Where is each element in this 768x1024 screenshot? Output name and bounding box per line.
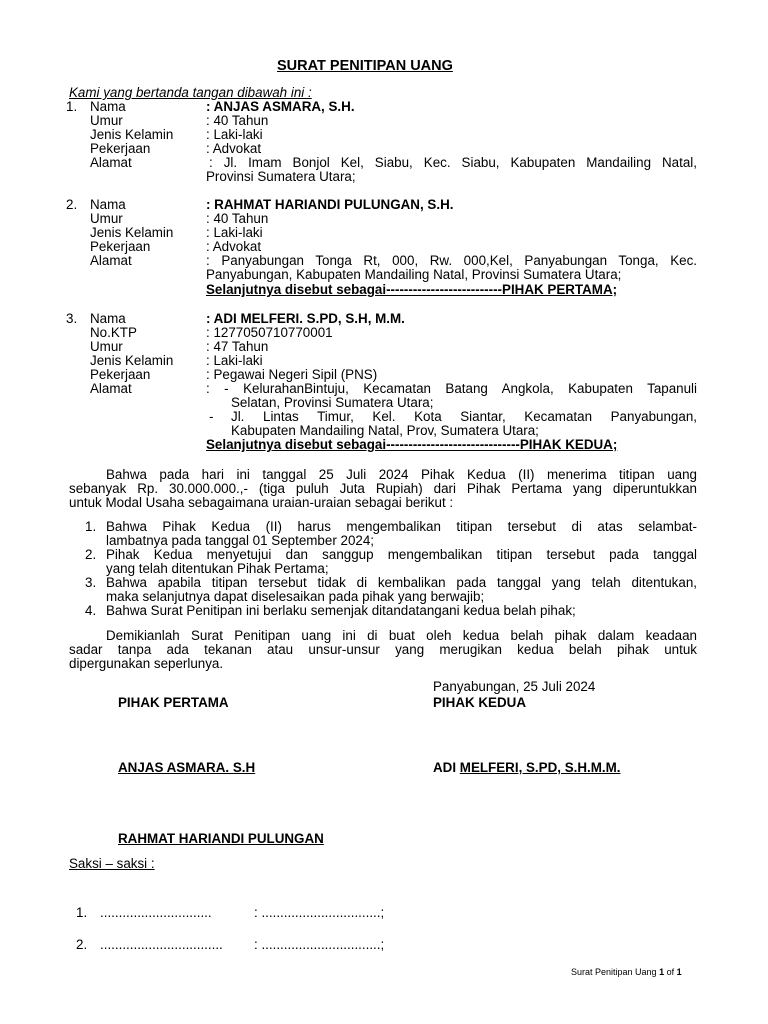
label-pekerjaan: Pekerjaan xyxy=(90,141,151,156)
list-item-2-line-1: Pihak Kedua menyetujui dan sanggup mengembalikan titipan tersebut pada tanggal xyxy=(106,547,697,562)
place-date: Panyabungan, 25 Juli 2024 xyxy=(433,679,596,694)
closing-paragraph-line-3: dipergunakan seperlunya. xyxy=(69,656,224,671)
pihak-pertama-designation: Selanjutnya disebut sebagai--------------------------PIHAK PERTAMA; xyxy=(206,282,618,297)
label-alamat: Alamat xyxy=(90,253,132,268)
footer-page-number: 1 xyxy=(659,967,665,977)
saksi-row-number: 2. xyxy=(76,937,88,952)
party-2-pekerjaan: : Advokat xyxy=(206,239,262,254)
list-item-2-line-2: yang telah ditentukan Pihak Pertama; xyxy=(106,561,329,576)
saksi-heading: Saksi – saksi : xyxy=(69,856,155,871)
opening-paragraph-line-1: Bahwa pada hari ini tanggal 25 Juli 2024 Pihak Kedua (II) menerima titipan uang xyxy=(106,467,697,482)
party-3-umur: : 47 Tahun xyxy=(206,339,269,354)
party-1-number: 1. xyxy=(66,99,78,114)
party-1-alamat-line-1: : Jl. Imam Bonjol Kel, Siabu, Kec. Siabu, Kabupaten Mandailing Natal, xyxy=(209,155,697,170)
party-2-alamat-line-2: Panyabungan, Kabupaten Mandailing Natal, Provinsi Sumatera Utara; xyxy=(206,267,622,282)
party-3-alamat-a-line-2: Selatan, Provinsi Sumatera Utara; xyxy=(231,395,434,410)
list-item-4-line-1: Bahwa Surat Penitipan ini berlaku semenjak ditandatangani kedua belah pihak; xyxy=(106,603,576,618)
party-1-umur: : 40 Tahun xyxy=(206,113,269,128)
party-1-jenis-kelamin: : Laki-laki xyxy=(206,127,263,142)
label-alamat: Alamat xyxy=(90,381,132,396)
closing-paragraph-line-1: Demikianlah Surat Penitipan uang ini di buat oleh kedua belah pihak dalam keadaan xyxy=(106,628,697,643)
party-2-jenis-kelamin: : Laki-laki xyxy=(206,225,263,240)
closing-paragraph-line-2: sadar tanpa ada tekanan atau unsur-unsur yang merugikan kedua belah pihak untuk xyxy=(69,642,697,657)
list-item-number: 3. xyxy=(85,575,97,590)
label-jenis-kelamin: Jenis Kelamin xyxy=(90,353,174,368)
list-item-3-line-1: Bahwa apabila titipan tersebut tidak di kembalikan pada tanggal yang telah ditentukan, xyxy=(106,575,697,590)
party-3-alamat-b-line-1: Jl. Lintas Timur, Kel. Kota Siantar, Kecamatan Panyabungan, xyxy=(231,409,697,424)
party-1-pekerjaan: : Advokat xyxy=(206,141,262,156)
label-no-ktp: No.KTP xyxy=(90,325,137,340)
list-item-number: 4. xyxy=(85,603,97,618)
party-3-alamat-b-line-2: Kabupaten Mandailing Natal, Prov, Sumatera Utara; xyxy=(231,423,539,438)
label-nama: Nama xyxy=(90,197,126,212)
party-3-nama: : ADI MELFERI. S.PD, S.H, M.M. xyxy=(206,311,405,326)
document-title: SURAT PENITIPAN UANG xyxy=(277,58,453,74)
label-alamat: Alamat xyxy=(90,155,132,170)
party-2-alamat-line-1: : Panyabungan Tonga Rt, 000, Rw. 000,Kel, Panyabungan Tonga, Kec. xyxy=(206,253,697,268)
party-2-umur: : 40 Tahun xyxy=(206,211,269,226)
signer-adi-prefix: ADI xyxy=(433,760,460,775)
list-item-1-line-1: Bahwa Pihak Kedua (II) harus mengembalikan titipan tersebut di atas selambat- xyxy=(106,519,697,534)
label-jenis-kelamin: Jenis Kelamin xyxy=(90,127,174,142)
label-nama: Nama xyxy=(90,99,126,114)
list-item-1-line-2: lambatnya pada tanggal 01 September 2024; xyxy=(106,533,375,548)
party-1-alamat-line-2: Provinsi Sumatera Utara; xyxy=(206,169,356,184)
pihak-kedua-designation: Selanjutnya disebut sebagai------------------------------PIHAK KEDUA; xyxy=(206,437,618,452)
signer-anjas-asmara: ANJAS ASMARA. S.H xyxy=(118,760,256,775)
party-3-alamat-b-dash: - xyxy=(209,409,214,424)
party-3-number: 3. xyxy=(66,311,78,326)
list-item-3-line-2: maka selanjutnya dapat diselesaikan pada pihak yang berwajib; xyxy=(106,589,485,604)
signer-adi-name: MELFERI, S.PD, S.H.M.M. xyxy=(459,760,621,775)
page-footer xyxy=(571,965,682,979)
pihak-kedua-heading: PIHAK KEDUA xyxy=(433,695,526,710)
party-3-jenis-kelamin: : Laki-laki xyxy=(206,353,263,368)
party-3-pekerjaan: : Pegawai Negeri Sipil (PNS) xyxy=(206,367,378,382)
footer-of: of xyxy=(664,967,677,977)
label-umur: Umur xyxy=(90,339,123,354)
party-3-alamat-a-line-1: : - KelurahanBintuju, Kecamatan Batang Angkola, Kabupaten Tapanuli xyxy=(206,381,697,396)
pihak-pertama-heading: PIHAK PERTAMA xyxy=(118,695,229,710)
label-umur: Umur xyxy=(90,211,123,226)
list-item-number: 2. xyxy=(85,547,97,562)
label-umur: Umur xyxy=(90,113,123,128)
saksi-1-name-line: .............................. xyxy=(100,905,212,920)
label-pekerjaan: Pekerjaan xyxy=(90,367,151,382)
label-jenis-kelamin: Jenis Kelamin xyxy=(90,225,174,240)
signer-rahmat-hariandi: RAHMAT HARIANDI PULUNGAN xyxy=(118,831,324,846)
opening-paragraph-line-3: untuk Modal Usaha sebagaimana uraian-uraian sebagai berikut : xyxy=(69,495,454,510)
opening-paragraph-line-2: sebanyak Rp. 30.000.000.,- (tiga puluh Juta Rupiah) dari Pihak Pertama yang diperuntukkan xyxy=(69,481,697,496)
footer-page-total: 1 xyxy=(676,967,682,977)
party-2-nama: : RAHMAT HARIANDI PULUNGAN, S.H. xyxy=(206,197,454,212)
saksi-row-number: 1. xyxy=(76,905,88,920)
party-1-nama: : ANJAS ASMARA, S.H. xyxy=(206,99,355,114)
label-nama: Nama xyxy=(90,311,126,326)
saksi-2-name-line: ................................. xyxy=(100,937,223,952)
party-3-ktp: : 1277050710770001 xyxy=(206,325,333,340)
footer-doc-name: Surat Penitipan Uang xyxy=(571,967,660,977)
list-item-number: 1. xyxy=(85,519,97,534)
saksi-1-signature-line: : ................................; xyxy=(254,905,385,920)
intro-text: Kami yang bertanda tangan dibawah ini : xyxy=(69,85,312,100)
label-pekerjaan: Pekerjaan xyxy=(90,239,151,254)
party-2-number: 2. xyxy=(66,197,78,212)
signer-adi-melferi xyxy=(433,761,621,775)
saksi-2-signature-line: : ................................; xyxy=(254,937,385,952)
